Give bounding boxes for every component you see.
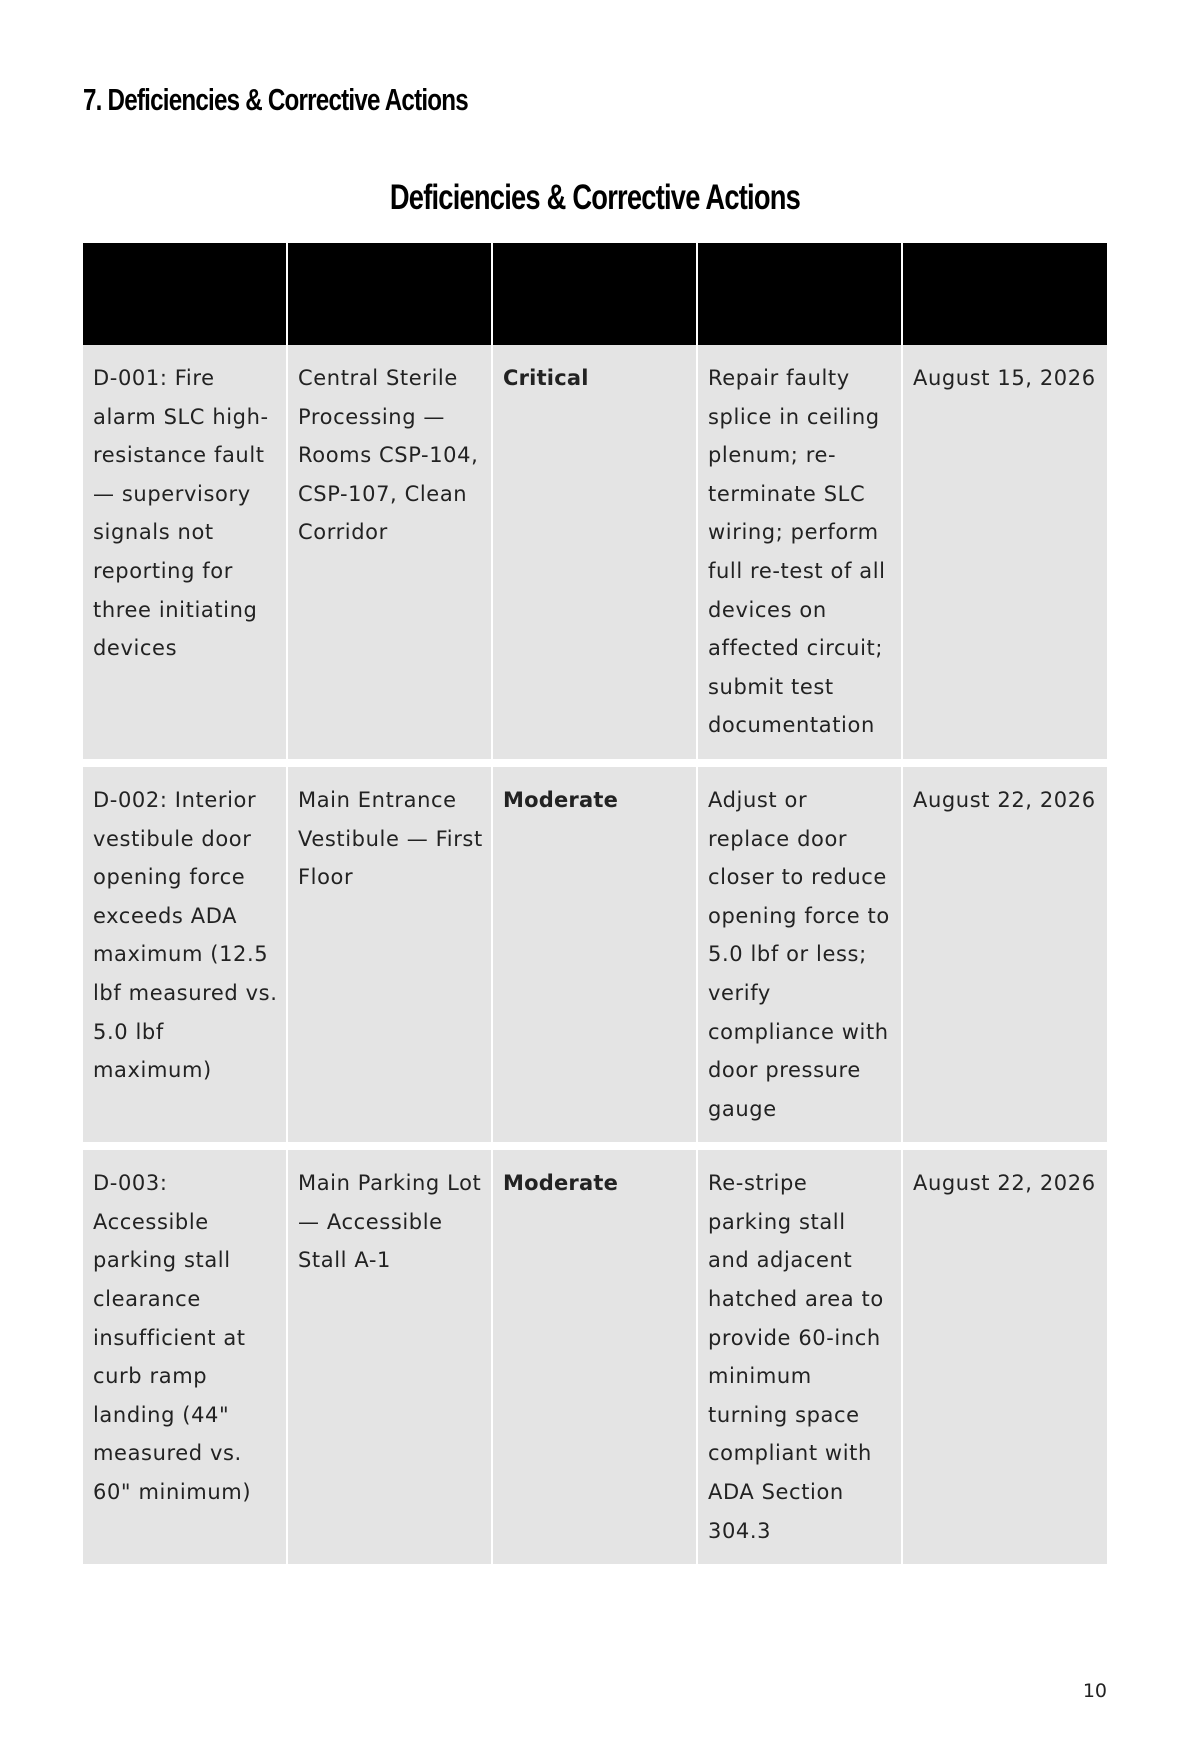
- corrective-action-cell: Repair faulty splice in ceiling plenum; re-terminate SLC wiring; perform full re-test of all devices on affected circuit; submit test documentation: [697, 345, 902, 763]
- table-row: [83, 763, 1107, 1146]
- severity-cell: Critical: [492, 345, 697, 763]
- deficiencies-table: [83, 243, 1107, 1564]
- location-cell: Main Parking Lot — Accessible Stall A-1: [287, 1146, 492, 1564]
- deficiency-cell: D-003: Accessible parking stall clearance insufficient at curb ramp landing (44" measured vs. 60" minimum): [83, 1146, 287, 1564]
- corrective-action-cell: Re-stripe parking stall and adjacent hatched area to provide 60-inch minimum turning space compliant with ADA Section 304.3: [697, 1146, 902, 1564]
- severity-cell: Moderate: [492, 1146, 697, 1564]
- header-cell-action: [697, 243, 902, 345]
- due-date-cell: August 15, 2026: [902, 345, 1107, 763]
- header-cell-severity: [492, 243, 697, 345]
- table-row: [83, 345, 1107, 763]
- header-cell-location: [287, 243, 492, 345]
- header-cell-due-date: [902, 243, 1107, 345]
- due-date-cell: August 22, 2026: [902, 1146, 1107, 1564]
- table-title-text: Deficiencies & Corrective Actions: [389, 178, 801, 217]
- table-row: [83, 1146, 1107, 1564]
- deficiency-cell: D-002: Interior vestibule door opening force exceeds ADA maximum (12.5 lbf measured vs. 5.0 lbf maximum): [83, 763, 287, 1146]
- page-number: 10: [1082, 1680, 1107, 1702]
- location-cell: Main Entrance Vestibule — First Floor: [287, 763, 492, 1146]
- table-body: [83, 345, 1107, 1564]
- location-cell: Central Sterile Processing — Rooms CSP-104, CSP-107, Clean Corridor: [287, 345, 492, 763]
- table-title: [83, 178, 1107, 218]
- severity-cell: Moderate: [492, 763, 697, 1146]
- deficiency-cell: D-001: Fire alarm SLC high-resistance fault — supervisory signals not reporting for three initiating devices: [83, 345, 287, 763]
- header-row: [83, 243, 1107, 345]
- table-header: [83, 243, 1107, 345]
- section-heading: 7. Deficiencies & Corrective Actions: [83, 82, 468, 117]
- corrective-action-cell: Adjust or replace door closer to reduce opening force to 5.0 lbf or less; verify compliance with door pressure gauge: [697, 763, 902, 1146]
- header-cell-deficiency: [83, 243, 287, 345]
- due-date-cell: August 22, 2026: [902, 763, 1107, 1146]
